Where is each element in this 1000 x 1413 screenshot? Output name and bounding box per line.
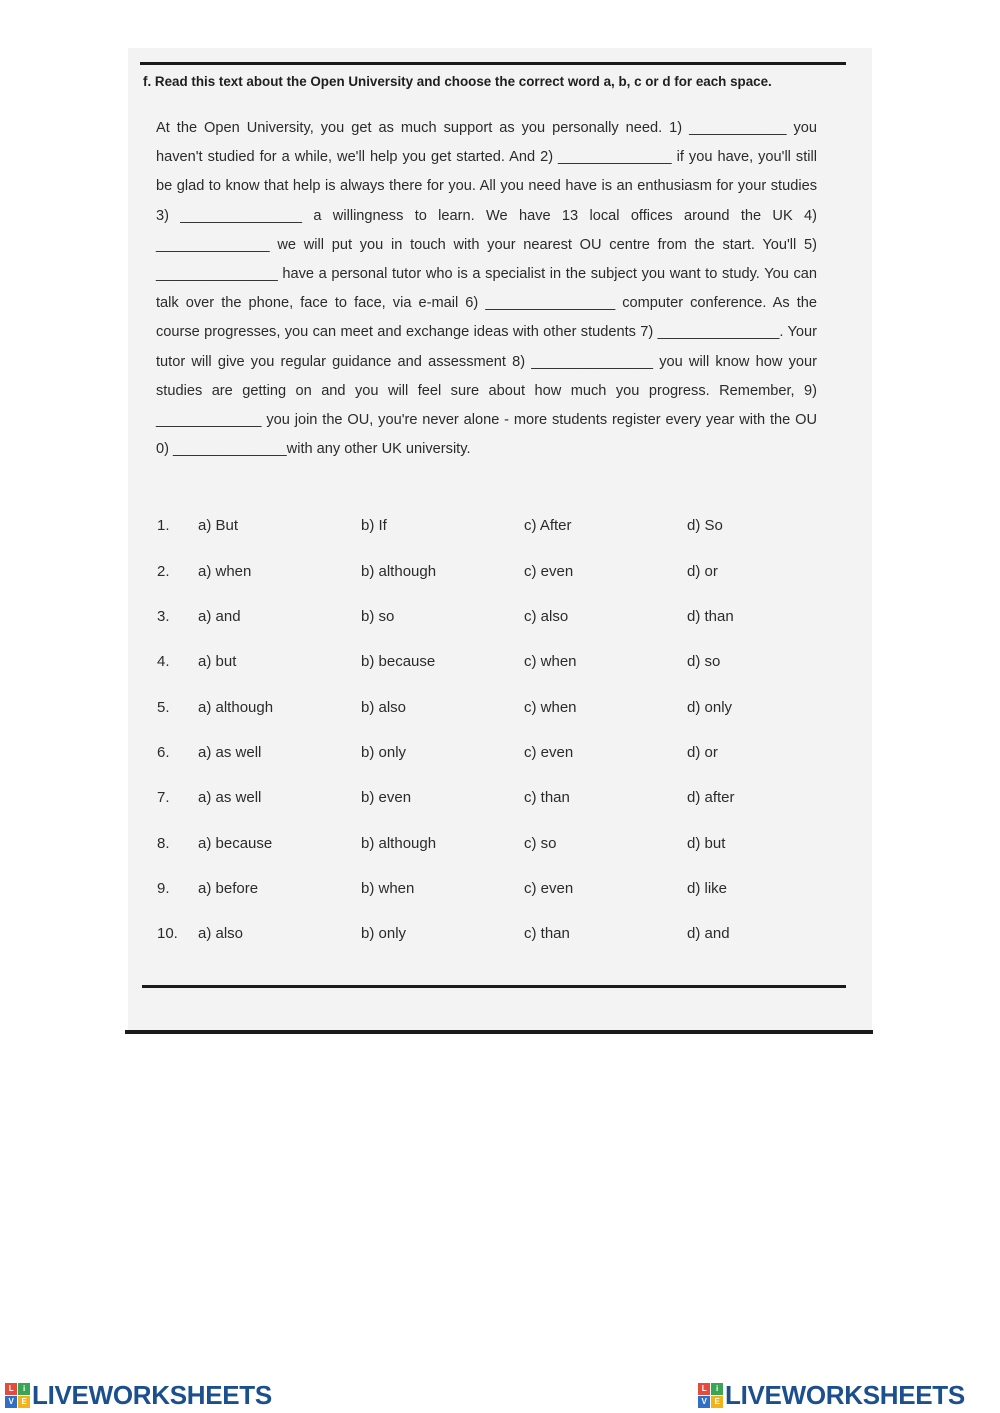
option-a[interactable]: a) also [198,925,244,942]
question-number: 9. [157,880,170,897]
brand-name-right: LIVEWORKSHEETS [725,1379,965,1410]
option-b[interactable]: b) also [361,699,407,716]
liveworksheets-logo-right[interactable] [698,1380,965,1410]
option-c[interactable]: c) than [524,925,570,942]
option-c[interactable]: c) when [524,653,577,670]
option-c[interactable]: c) when [524,699,577,716]
question-number: 4. [157,653,170,670]
question-number: 2. [157,563,170,580]
option-d[interactable]: d) but [687,835,726,852]
option-d[interactable]: d) like [687,880,728,897]
brand-name-left: LIVEWORKSHEETS [32,1379,272,1410]
option-b[interactable]: b) because [361,653,436,670]
option-d[interactable]: d) and [687,925,730,942]
bottom-rule [142,985,846,988]
option-b[interactable]: b) although [361,563,437,580]
option-c[interactable]: c) After [524,517,572,534]
exercise-heading: f. Read this text about the Open University and choose the correct word a, b, c or d for each space. [143,74,772,89]
question-number: 10. [157,925,178,942]
option-a[interactable]: a) But [198,517,239,534]
option-a[interactable]: a) and [198,608,241,625]
option-a[interactable]: a) as well [198,789,262,806]
option-d[interactable]: d) only [687,699,733,716]
option-a[interactable]: a) as well [198,744,262,761]
option-c[interactable]: c) even [524,880,574,897]
option-c[interactable]: c) so [524,835,557,852]
option-d[interactable]: d) than [687,608,734,625]
option-a[interactable]: a) when [198,563,252,580]
option-d[interactable]: d) after [687,789,735,806]
question-number: 1. [157,517,170,534]
cloze-passage: At the Open University, you get as much support as you personally need. 1) ____________ you haven't studied for a while, we'll help you get started. And 2) ______________ if you have, you'll still be glad to know that help is always there for you. All you need have is an enthusiasm for your studies 3) _______________ a willingness to learn. We have 13 local offices around the UK 4) ______________ we will put you in touch with your nearest OU centre from the start. You'll 5) _______________ have a personal tutor who is a specialist in the subject you want to study. You can talk over the phone, face to face, via e-mail 6) ________________ computer conference. As the course progresses, you can meet and exchange ideas with other students 7) _______________. Your tutor will give you regular guidance and assessment 8) _______________ you will know how your studies are getting on and you will feel sure about how much you progress. Remember, 9) _____________ you join the OU, you're never alone - more students register every year with the OU 0) ______________with any other UK university. [156,120,817,458]
option-c[interactable]: c) even [524,744,574,761]
option-d[interactable]: d) So [687,517,723,534]
option-b[interactable]: b) If [361,517,387,534]
option-b[interactable]: b) when [361,880,415,897]
liveworksheets-logo-left[interactable] [5,1380,272,1410]
option-d[interactable]: d) so [687,653,721,670]
option-c[interactable]: c) even [524,563,574,580]
option-b[interactable]: b) so [361,608,395,625]
liveworksheets-logo-icon: L i V E [5,1383,30,1408]
page-rule [125,1030,873,1034]
option-b[interactable]: b) only [361,744,407,761]
option-a[interactable]: a) because [198,835,273,852]
option-b[interactable]: b) only [361,925,407,942]
option-a[interactable]: a) before [198,880,259,897]
option-b[interactable]: b) although [361,835,437,852]
question-number: 6. [157,744,170,761]
option-a[interactable]: a) but [198,653,237,670]
option-b[interactable]: b) even [361,789,412,806]
option-d[interactable]: d) or [687,744,718,761]
option-c[interactable]: c) than [524,789,570,806]
option-c[interactable]: c) also [524,608,569,625]
option-a[interactable]: a) although [198,699,274,716]
question-number: 8. [157,835,170,852]
question-number: 7. [157,789,170,806]
question-number: 5. [157,699,170,716]
top-rule [140,62,846,65]
liveworksheets-logo-icon: L i V E [698,1383,723,1408]
option-d[interactable]: d) or [687,563,718,580]
question-number: 3. [157,608,170,625]
